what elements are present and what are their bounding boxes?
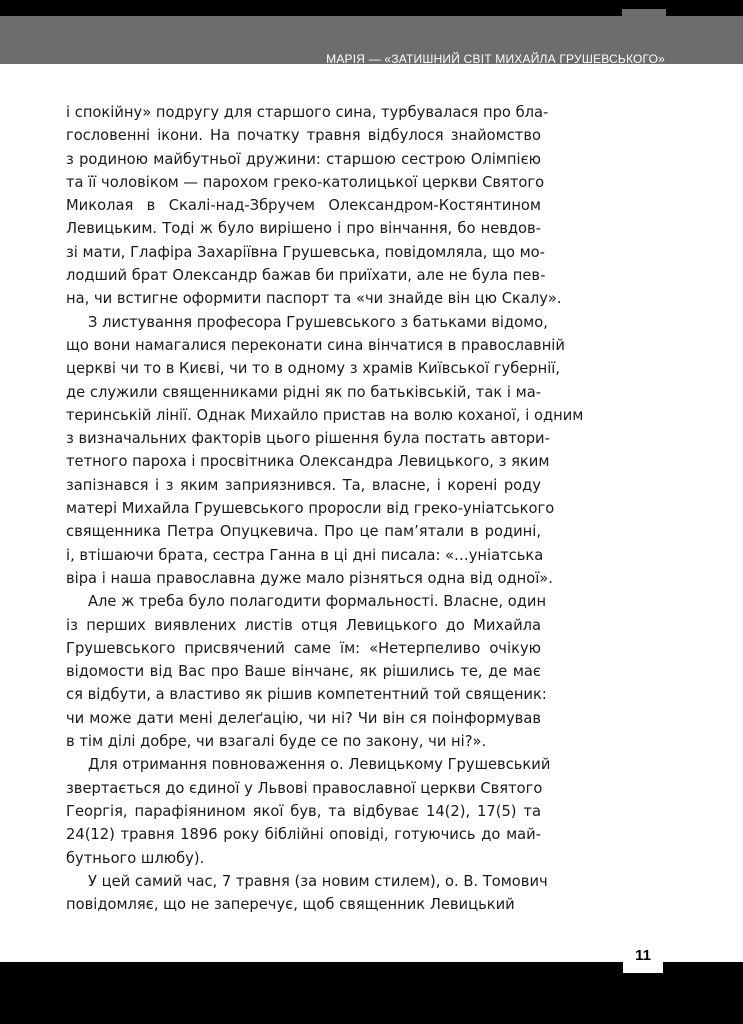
header-band: [0, 16, 743, 64]
paragraph: [66, 101, 562, 311]
text-line: звертається до єдиної у Львові православної церкви Святого: [66, 779, 543, 797]
text-line: тетного пароха і просвітника Олександра Левицького, з яким: [66, 453, 550, 471]
text-line: Але ж треба було полагодити формальності. Власне, один: [88, 593, 547, 611]
text-line: 24(12) травня 1896 року біблійні оповіді, готуючись до май-: [66, 826, 541, 844]
text-line: і, втішаючи брата, сестра Ганна в ці дні писала: «…уніатська: [66, 546, 544, 564]
text-line: Левицьким. Тоді ж було вирішено і про вінчання, бо невдов-: [66, 220, 541, 238]
text-line: із перших виявлених листів отця Левицького до Михайла: [66, 616, 541, 634]
text-line: Георгія, парафіянином якої був, та відбуває 14(2), 17(5) та: [66, 802, 541, 820]
text-line: церкві чи то в Києві, чи то в одному з храмів Київської губернії,: [66, 360, 561, 378]
text-line: Грушевського присвячений саме їм: «Нетерпеливо очікую: [66, 639, 541, 657]
text-line: У цей самий час, 7 травня (за новим стилем), о. В. Томович: [88, 872, 548, 890]
text-line: на, чи встигне оформити паспорт та «чи знайде він цю Скалу».: [66, 290, 562, 308]
text-line: чи може дати мені делеґацію, чи ні? Чи він ся поінформував: [66, 709, 541, 727]
paragraph: [66, 590, 547, 753]
text-line: Миколая в Скалі-над-Збручем Олександром-Костянтином: [66, 197, 541, 215]
text-line: в тім ділі добре, чи взагалі буде се по закону, чи ні?».: [66, 733, 487, 751]
text-line: Для отримання повноваження о. Левицькому Грушевський: [88, 756, 551, 774]
text-line: повідомляє, що не заперечує, щоб священник Левицький: [66, 896, 515, 914]
text-line: З листування професора Грушевського з батьками відомо,: [88, 313, 548, 331]
page-number: 11: [635, 946, 651, 964]
text-line: матері Михайла Грушевського проросли від греко-уніатського: [66, 500, 555, 518]
text-line: гословенні ікони. На початку травня відбулося знайомство: [66, 127, 541, 145]
text-line: бутнього шлюбу).: [66, 849, 205, 867]
text-line: що вони намагалися переконати сина вінчатися в православній: [66, 336, 565, 354]
running-title: МАРІЯ — «ЗАТИШНИЙ СВІТ МИХАЙЛА ГРУШЕВСЬКОГО»: [326, 52, 665, 66]
paragraph: [66, 311, 584, 591]
text-line: віра і наша православна дуже мало різняться одна від одної».: [66, 569, 553, 587]
body-text: [66, 101, 584, 916]
paragraph: [66, 870, 548, 917]
paragraph: [66, 753, 551, 869]
text-line: та її чоловіком — парохом греко-католицької церкви Святого: [66, 173, 545, 191]
text-line: лодший брат Олександр бажав би приїхати, але не була пев-: [66, 267, 546, 285]
text-line: запізнався і з яким заприязнився. Та, власне, і корені роду: [66, 476, 541, 494]
text-line: з родиною майбутньої дружини: старшою сестрою Олімпією: [66, 150, 541, 168]
text-line: з визначальних факторів цього рішення була постать автори-: [66, 430, 550, 448]
text-line: і спокійну» подругу для старшого сина, турбувалася про бла-: [66, 104, 549, 121]
text-line: священника Петра Опуцкевича. Про це пам’ятали в родині,: [66, 523, 541, 541]
text-line: ся відбути, а властиво як рішив компетентний той священик:: [66, 686, 547, 704]
text-line: де служили священниками рідні як по батьківській, так і ма-: [66, 383, 541, 401]
text-line: теринській лінії. Однак Михайло пристав на волю коханої, і одним: [66, 406, 584, 424]
text-line: зі мати, Глафіра Захаріївна Грушевська, повідомляла, що мо-: [66, 243, 545, 261]
page-number-box: [623, 937, 663, 973]
text-line: відомости від Вас про Ваше вінчанє, як рішились те, де має: [66, 663, 541, 681]
